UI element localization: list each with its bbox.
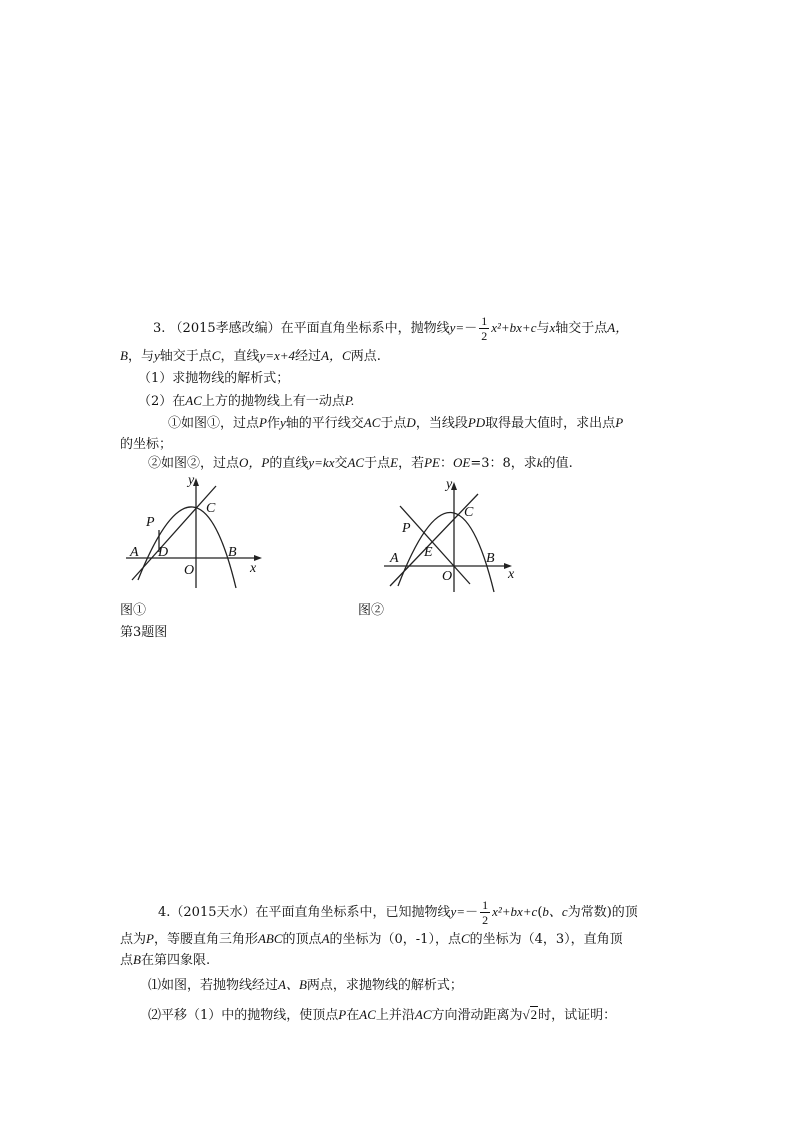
q3-eq-minus: － — [464, 321, 478, 336]
q3-sub-2: ②如图②，过点O，P的直线y=kx交AC于点E，若PE：OE=3：8，求k的值. — [148, 455, 573, 471]
fig2-label-a: A — [390, 551, 399, 566]
q4-line-3: 点B在第四象限. — [120, 952, 211, 968]
fig1-label-y: y — [188, 473, 195, 488]
q4-source: （2015天水） — [170, 905, 256, 920]
q3-eq-rest: x²+bx+c — [491, 320, 537, 335]
fig1-caption: 图① — [120, 603, 147, 618]
fig1-label-p: P — [146, 515, 155, 530]
q3-number: 3. — [153, 321, 166, 336]
q4-fraction: $\frac{1}{2}$ — [482, 898, 489, 927]
fig2-label-x: x — [508, 567, 515, 582]
q3-line-2: B，与y轴交于点C，直线y=x+4经过A，C两点. — [120, 348, 381, 364]
fig2-label-b: B — [486, 551, 495, 566]
fig2-label-p: P — [402, 521, 411, 536]
fig1-label-a: A — [130, 545, 139, 560]
fig1-label-o: O — [184, 563, 195, 578]
q3-fraction: $\frac{1}{2}$ — [481, 314, 488, 343]
q3-intro-text: 在平面直角坐标系中，抛物线 — [280, 321, 450, 336]
q4-line-2: 点为P，等腰直角三角形ABC的顶点A的坐标为（0，-1），点C的坐标为（4，3），直角顶 — [120, 931, 623, 947]
q3-part-2: （2）在AC上方的抛物线上有一动点P. — [138, 393, 355, 409]
q3-eq-y: y= — [449, 320, 465, 335]
fig2-label-o: O — [442, 569, 453, 584]
fig2-label-e: E — [424, 545, 433, 560]
q3-source: （2015孝感改编） — [169, 321, 281, 336]
fig1-label-b: B — [228, 545, 237, 560]
q3-line-equation: y=x+4 — [259, 348, 296, 363]
fig2-line-op — [400, 506, 470, 584]
fig1-label-x: x — [250, 561, 257, 576]
fig-title: 第3题图 — [120, 625, 168, 640]
q4-sqrt: √2 — [522, 1007, 538, 1022]
q3-part-1: （1）求抛物线的解析式； — [138, 371, 290, 386]
q4-part-2: ⑵平移（1）中的抛物线，使顶点P在AC上并沿AC方向滑动距离为√2时，试证明： — [148, 1007, 617, 1023]
figure-1 — [118, 470, 278, 594]
q3-sub-1: ①如图①，过点P作y轴的平行线交AC于点D，当线段PD取得最大值时，求出点P — [168, 415, 624, 431]
q3-line-1: 3. （2015孝感改编）在平面直角坐标系中，抛物线y=－ $\frac{1}{2}$ x²+bx+c与x轴交于点A， — [153, 314, 629, 343]
fig1-line-ac — [132, 486, 216, 580]
q4-number: 4. — [158, 905, 171, 920]
fig1-label-d: D — [158, 545, 169, 560]
q4-part-1: ⑴如图，若抛物线经过A、B两点，求抛物线的解析式； — [148, 977, 463, 993]
figure-2 — [380, 474, 530, 594]
fig2-label-y: y — [446, 477, 453, 492]
fig2-caption: 图② — [358, 603, 385, 618]
fig2-label-c: C — [464, 505, 474, 520]
q3-sub-1-cont: 的坐标； — [120, 437, 173, 452]
q4-line-1: 4.（2015天水）在平面直角坐标系中，已知抛物线y=－ $\frac{1}{2}$ x²+bx+c(b、c为常数)的顶 — [158, 898, 638, 927]
fig1-label-c: C — [206, 501, 216, 516]
